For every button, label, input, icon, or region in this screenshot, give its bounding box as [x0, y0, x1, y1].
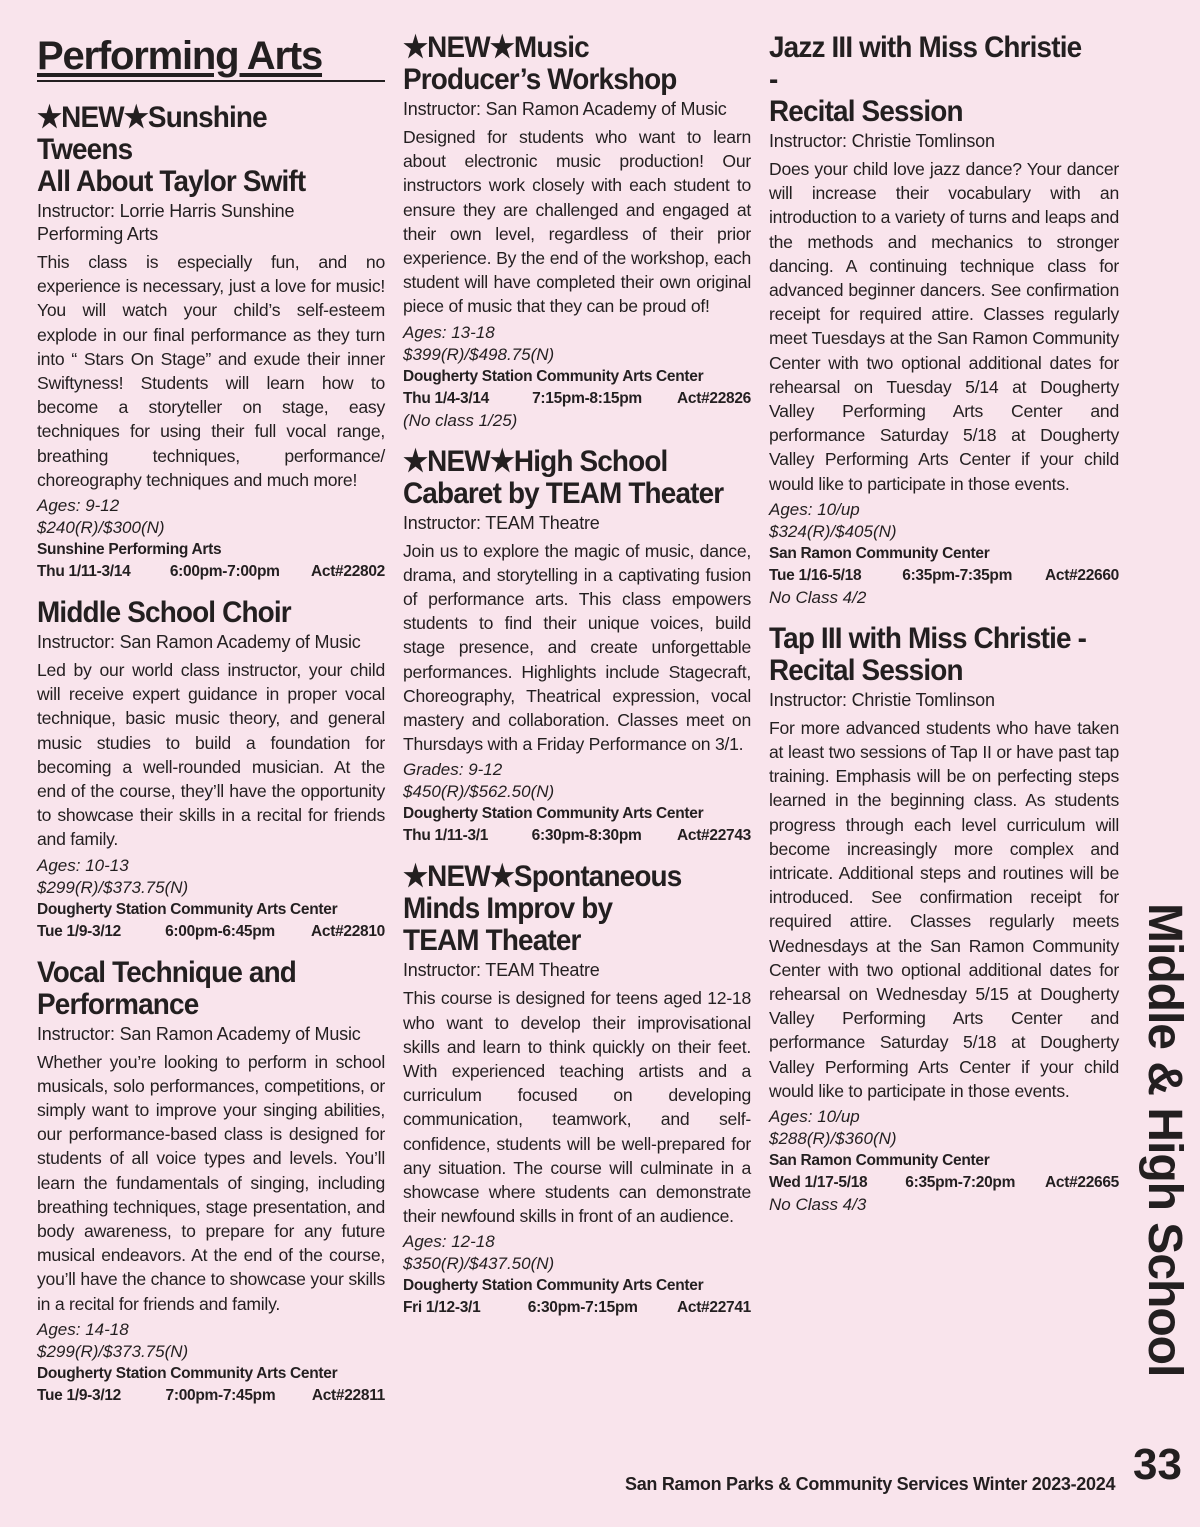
course-ages: Ages: 13-18 [403, 322, 495, 342]
course-title [37, 957, 361, 1021]
course-title-line: Recital Session [769, 653, 963, 687]
course-ages: Ages: 10-13 [37, 855, 129, 875]
course-note: (No class 1/25) [403, 410, 518, 430]
course-instructor: Instructor: Christie Tomlinson [769, 689, 995, 710]
course-title-line: Recital Session [769, 95, 963, 128]
course-time: 6:30pm-7:15pm [527, 1299, 638, 1317]
course-schedule [37, 921, 385, 943]
course-time: 6:30pm-8:30pm [531, 827, 642, 845]
course-title-line: ★NEW★Sunshine Tweens [37, 101, 267, 166]
course-location: Dougherty Station Community Arts Center [403, 805, 704, 823]
course-description: Whether you’re looking to perform in school musicals, solo performances, competitions, or simply want to improve your singing abilities, our performance-based class is designed for students of all voice types and levels. You’ll learn the fundamentals of singing, including breathing techniques, stage presentation, and body awareness, to prepare for any future musical endeavors. At the end of the course, you’ll have the chance to showcase your skills in a recital for friends and family. [37, 1051, 385, 1314]
course-title-line: All About Taylor Swift [37, 165, 306, 198]
course-listing [37, 957, 385, 1407]
course-instructor: Instructor: Christie Tomlinson [769, 131, 995, 151]
course-instructor: Instructor: TEAM Theatre [403, 960, 600, 981]
course-dates: Tue 1/16-5/18 [769, 566, 862, 584]
course-dates: Tue 1/9-3/12 [37, 922, 121, 940]
course-ages: Ages: 10/up [769, 1107, 860, 1127]
course-ages: Grades: 9-12 [403, 760, 503, 780]
course-title-line: Producer’s Workshop [403, 63, 677, 96]
course-activity-number: Act#22810 [311, 922, 385, 940]
course-title-line: ★NEW★Spontaneous [403, 860, 682, 894]
course-time: 6:00pm-7:00pm [169, 563, 280, 581]
course-description: Does your child love jazz dance? Your dancer will increase their vocabulary with an introduction to a variety of turns and leaps and the methods and mechanics to stronger dancing. A continuing technique class for advanced beginner dancers. See confirmation receipt for required attire. Classes regularly meet Tuesdays at the San Ramon Community Center with two optional additional dates for rehearsal on Tuesday 5/14 at Dougherty Valley Performing Arts Center and performance Saturday 5/18 at Dougherty Valley Performing Arts Center if your child would like to participate in those events. [769, 159, 1119, 494]
course-price: $450(R)/$562.50(N) [403, 782, 555, 802]
course-note: No Class 4/2 [769, 587, 867, 607]
course-activity-number: Act#22802 [310, 563, 385, 581]
course-activity-number: Act#22811 [311, 1386, 385, 1404]
course-schedule [37, 1385, 385, 1407]
course-price: $288(R)/$360(N) [769, 1129, 897, 1149]
course-title-line: Jazz III with Miss Christie - [769, 31, 1082, 96]
page-number: 33 [1133, 1440, 1182, 1489]
course-activity-number: Act#22665 [1045, 1174, 1119, 1192]
course-dates: Fri 1/12-3/1 [403, 1299, 481, 1317]
course-instructor: Instructor: San Ramon Academy of Music [37, 1023, 361, 1044]
course-title-line: Cabaret by TEAM Theater [403, 476, 724, 510]
course-instructor: Instructor: TEAM Theatre [403, 512, 600, 533]
course-listing [37, 102, 385, 583]
course-note: No Class 4/3 [769, 1195, 867, 1215]
course-location: Dougherty Station Community Arts Center [403, 1277, 704, 1295]
course-description: This class is especially fun, and no experience is necessary, just a love for music! You will watch your child’s self-esteem explode in our final performance as they turn into “ Stars On Stage” and exude their inner Swiftyness! Students will learn how to become a storyteller on stage, easy techniques for using their full vocal range, breathing techniques, performance/ choreography techniques and much more! [37, 252, 385, 490]
course-title [37, 597, 361, 629]
course-title-line: ★NEW★Music [403, 31, 589, 64]
course-dates: Tue 1/9-3/12 [37, 1386, 121, 1404]
course-location: San Ramon Community Center [769, 1152, 990, 1170]
course-price: $299(R)/$373.75(N) [37, 877, 189, 897]
course-title [403, 446, 727, 510]
course-description: Designed for students who want to learn about electronic music production! Our instructors work closely with each student to ensure they are challenged and engaged at their own level, regardless of their prior experience. By the end of the workshop, each student will have completed their own original piece of music that they can be proud of! [403, 127, 751, 317]
course-listing [403, 861, 751, 1319]
course-location: Dougherty Station Community Arts Center [403, 367, 704, 385]
course-instructor: Instructor: Lorrie Harris Sunshine Performing Arts [37, 201, 295, 244]
course-activity-number: Act#22741 [676, 1299, 751, 1317]
course-location: Sunshine Performing Arts [37, 541, 222, 559]
column-3 [769, 32, 1119, 1230]
course-listing [403, 446, 751, 848]
course-schedule [769, 565, 1119, 587]
course-ages: Ages: 10/up [769, 499, 860, 519]
side-label [1134, 900, 1194, 1380]
course-ages: Ages: 9-12 [37, 496, 120, 516]
course-ages: Ages: 12-18 [403, 1232, 495, 1252]
course-listing [403, 32, 751, 432]
course-location: Dougherty Station Community Arts Center [37, 900, 338, 918]
course-description: This course is designed for teens aged 12-18 who want to develop their improvisational skills and learn to think quickly on their feet. With experienced teaching artists and a curriculum focused on developing communication, teamwork, and self-confidence, students will be well-prepared for any situation. The course will culminate in a showcase where students can demonstrate their newfound skills in front of an audience. [403, 988, 751, 1227]
side-label-text: Middle & High School [1138, 903, 1191, 1377]
course-dates: Thu 1/11-3/14 [37, 563, 131, 581]
course-title-line: ★NEW★High School [403, 444, 668, 478]
course-ages: Ages: 14-18 [37, 1319, 129, 1339]
course-title-line: Vocal Technique and [37, 955, 297, 989]
course-title [769, 623, 1095, 687]
course-instructor: Instructor: San Ramon Academy of Music [37, 632, 361, 653]
course-instructor: Instructor: San Ramon Academy of Music [403, 99, 727, 119]
course-schedule [403, 825, 751, 847]
course-title [403, 32, 727, 96]
course-description: Join us to explore the magic of music, dance, drama, and storytelling in a captivating fusion of performance arts. This class empowers students to find their unique voices, build stage presence, and create unforgettable performances. Highlights include Stagecraft, Choreography, Theatrical expression, vocal mastery and collaboration. Classes meet on Thursdays with a Friday Performance on 3/1. [403, 540, 751, 755]
course-schedule [37, 561, 385, 583]
course-title-line: TEAM Theater [403, 924, 581, 958]
course-title [37, 102, 361, 198]
course-location: San Ramon Community Center [769, 544, 990, 562]
course-schedule [403, 388, 751, 410]
course-title-line: Minds Improv by [403, 892, 613, 926]
course-description: Led by our world class instructor, your child will receive expert guidance in proper vocal technique, basic music theory, and general music studies to build a foundation for becoming a well-rounded musician. At the end of the course, they’ll have the opportunity to showcase their skills in a recital for friends and family. [37, 660, 385, 850]
course-activity-number: Act#22826 [677, 389, 751, 407]
course-activity-number: Act#22743 [676, 827, 751, 845]
course-activity-number: Act#22660 [1045, 566, 1119, 584]
course-schedule [769, 1172, 1119, 1194]
course-title [769, 32, 1095, 128]
column-2 [403, 32, 751, 1333]
course-title [403, 861, 727, 957]
footer: San Ramon Parks & Community Services Winter 2023-2024 [625, 1474, 1116, 1494]
course-listing [769, 623, 1119, 1216]
course-description: For more advanced students who have taken at least two sessions of Tap II or have past tap training. Emphasis will be on perfecting steps learned in the beginning class. As students progress through each level curriculum will become increasingly more complex and intricate. Additional steps and routines will be introduced. See confirmation receipt for required attire. Classes regularly meets Wednesdays at the San Ramon Community Center with two optional additional dates for rehearsal on Wednesday 5/15 at Dougherty Valley Performing Arts Center and performance Saturday 5/18 at Dougherty Valley Performing Arts Center if your child would like to participate in those events. [769, 717, 1119, 1101]
course-price: $240(R)/$300(N) [37, 518, 165, 538]
course-price: $299(R)/$373.75(N) [37, 1341, 189, 1361]
course-title-line: Middle School Choir [37, 596, 291, 630]
course-dates: Thu 1/11-3/1 [403, 827, 489, 845]
course-time: 6:35pm-7:35pm [902, 566, 1013, 584]
course-time: 6:00pm-6:45pm [165, 922, 275, 940]
course-time: 7:00pm-7:45pm [165, 1386, 276, 1404]
course-listing [769, 32, 1119, 609]
section-title: Performing Arts [37, 32, 385, 82]
course-schedule [403, 1297, 751, 1319]
course-price: $399(R)/$498.75(N) [403, 344, 555, 364]
course-time: 6:35pm-7:20pm [905, 1174, 1016, 1192]
course-title-line: Performance [37, 987, 199, 1021]
column-1 [37, 32, 385, 1421]
course-price: $350(R)/$437.50(N) [403, 1254, 555, 1274]
course-dates: Wed 1/17-5/18 [769, 1174, 868, 1192]
course-location: Dougherty Station Community Arts Center [37, 1364, 338, 1382]
course-listing [37, 597, 385, 943]
course-time: 7:15pm-8:15pm [532, 389, 642, 407]
course-price: $324(R)/$405(N) [769, 521, 897, 541]
course-dates: Thu 1/4-3/14 [403, 389, 489, 407]
course-title-line: Tap III with Miss Christie - [769, 621, 1087, 655]
